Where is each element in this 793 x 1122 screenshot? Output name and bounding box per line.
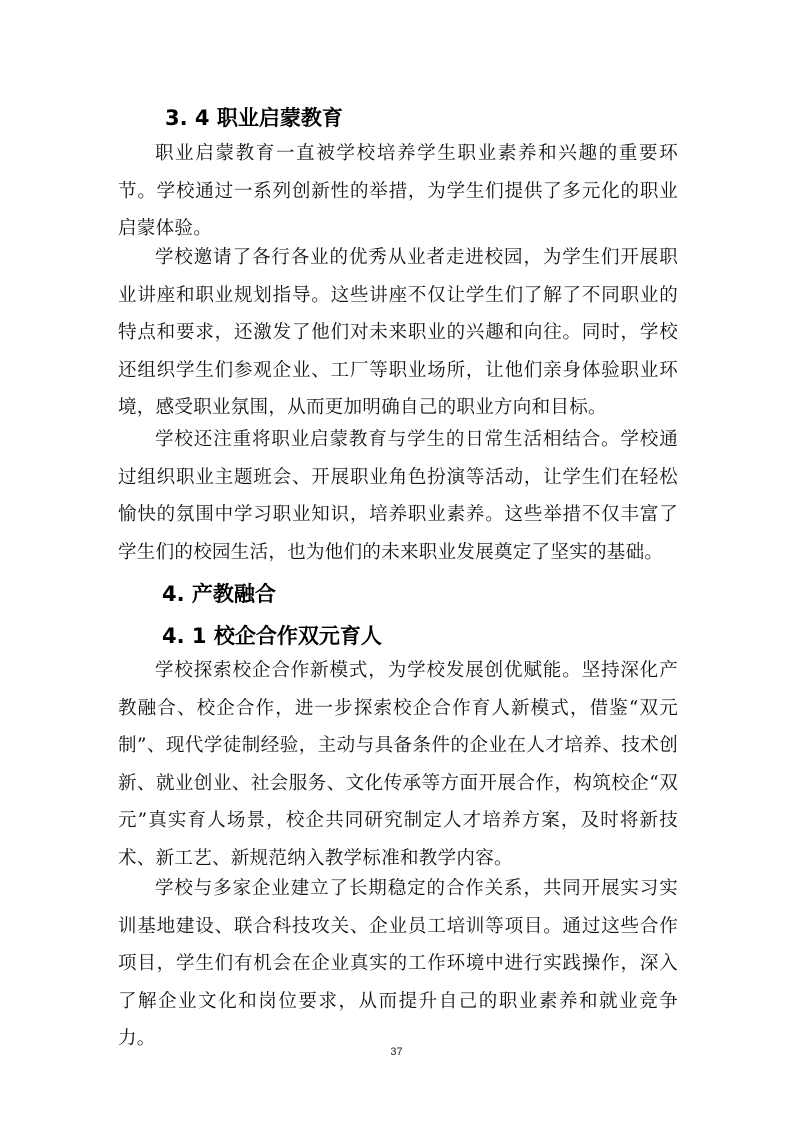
paragraph-2: 学校邀请了各行各业的优秀从业者走进校园，为学生们开展职业讲座和职业规划指导。这些讲座不仅让学生们了解了不同职业的特点和要求，还激发了他们对未来职业的兴趣和向往。同时，学校还组织学生们参观企业、工厂等职业场所，让他们亲身体验职业环境，感受职业氛围，从而更加明确自己的职业方向和目标。 [118,247,678,418]
heading-4: 4. 产教融合 [162,582,276,606]
page-number: 37 [390,1046,403,1058]
paragraph-3: 学校还注重将职业启蒙教育与学生的日常生活相结合。学校通过组织职业主题班会、开展职业角色扮演等活动，让学生们在轻松愉快的氛围中学习职业知识，培养职业素养。这些举措不仅丰富了学生们的校园生活，也为他们的未来职业发展奠定了坚实的基础。 [118,429,678,563]
paragraph-4: 学校探索校企合作新模式，为学校发展创优赋能。坚持深化产教融合、校企合作，进一步探索校企合作育人新模式，借鉴“双元制”、现代学徒制经验，主动与具备条件的企业在人才培养、技术创新、就业创业、社会服务、文化传承等方面开展合作，构筑校企“双元”真实育人场景，校企共同研究制定人才培养方案，及时将新技术、新工艺、新规范纳入教学标准和教学内容。 [118,660,678,869]
heading-4-1: 4. 1 校企合作双元育人 [162,624,382,648]
paragraph-1: 职业启蒙教育一直被学校培养学生职业素养和兴趣的重要环节。学校通过一系列创新性的举措，为学生们提供了多元化的职业启蒙体验。 [118,143,678,239]
heading-3-4: 3. 4 职业启蒙教育 [165,106,343,130]
paragraph-5: 学校与多家企业建立了长期稳定的合作关系，共同开展实习实训基地建设、联合科技攻关、企业员工培训等项目。通过这些合作项目，学生们有机会在企业真实的工作环境中进行实践操作，深入了解企业文化和岗位要求，从而提升自己的职业素养和就业竞争力。 [118,878,678,1049]
